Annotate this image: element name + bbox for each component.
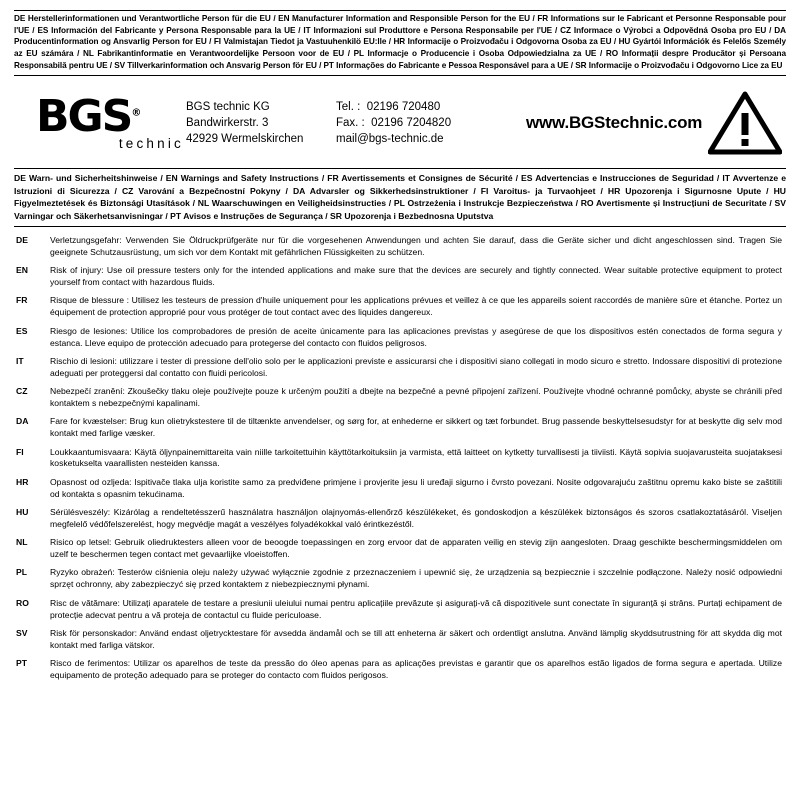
fax-label: Fax. : <box>336 117 365 130</box>
bgs-logo <box>14 90 186 151</box>
list-item <box>14 598 786 622</box>
instruction-text: Risque de blessure : Utilisez les testeurs de pression d'huile uniquement pour les applications prévues et veillez à ce que les appareils soient raccordés de manière sûre et étanche. Portez un équipement de protection approprié pour vous protéger de tout contact avec des liquides dangereux. <box>50 295 782 318</box>
language-code: FI <box>16 446 24 457</box>
company-name: BGS technic KG <box>186 100 270 113</box>
telephone-line <box>336 99 526 115</box>
instruction-text: Opasnost od ozljeda: Ispitivače tlaka ulja koristite samo za predviđene primjene i provjerite jesu li uređaji sigurno i čvrsto povezani. Nosite odgovarajuću zaštitnu opremu kako biste se zaštitili od kontakta s opasnim tekućinama. <box>50 476 782 499</box>
company-city: 42929 Wermelskirchen <box>186 133 304 146</box>
list-item <box>14 567 786 591</box>
instructions-list <box>14 227 786 682</box>
fax-number: 02196 7204820 <box>371 117 452 130</box>
list-item <box>14 265 786 289</box>
company-band <box>14 76 786 168</box>
instruction-text: Rischio di lesioni: utilizzare i tester di pressione dell'olio solo per le applicazioni previste e assicurarsi che i dispositivi siano collegati in modo sicuro e stretto. Indossare dispositivi di protezione adeguati per proteggersi dal contatto con fluidi pericolosi. <box>50 355 782 378</box>
safety-header: DE Warn- und Sicherheitshinweise / EN Warnings and Safety Instructions / FR Avertissements et Consignes de Sécurité / ES Advertencias e Instrucciones de Seguridad / IT Avvertenze e Istruzioni di Sicurezza / CZ Varování a Bezpečnostní Pokyny / DA Advarsler og Sikkerhedsinstruktioner / FI Varoitus- ja Turvaohjeet / HR Upozorenja i Sigurnosne Upute / HU Figyelmeztetések és Biztonsági Utasítások / NL Waarschuwingen en Veiligheidsinstructies / PL Ostrzeżenia i Instrukcje Bezpieczeństwa / RO Avertismente și Instrucțiuni de Securitate / SV Varningar och Säkerhetsanvisningar / PT Avisos e Instruções de Segurança / SR Upozorenja i Bezbednosna Uputstva <box>14 173 786 221</box>
instruction-text: Ryzyko obrażeń: Testerów ciśnienia oleju należy używać wyłącznie zgodnie z przeznaczeniem i upewnić się, że urządzenia są bezpiecznie i szczelnie podłączone. Należy nosić odpowiedni sprzęt ochronny, aby zabezpieczyć się przed kontaktem z niebezpiecznymi płynami. <box>50 567 782 590</box>
language-code: SV <box>16 627 28 638</box>
instruction-text: Verletzungsgefahr: Verwenden Sie Öldruckprüfgeräte nur für die vorgesehenen Anwendungen und achten Sie darauf, dass die Geräte sicher und dicht angeschlossen sind. Tragen Sie geeignete Schutzausrüstung, um sich vor dem Kontakt mit gefährlichen Flüssigkeiten zu schützen. <box>50 235 782 257</box>
instruction-text: Risco de ferimentos: Utilizar os aparelhos de teste da pressão do óleo apenas para as aplicações previstas e garantir que os aparelhos estão ligados de forma segura e apertada. Utilize equipamento de proteção adequado para se proteger do contacto com fluidos perigosos. <box>50 658 782 680</box>
logo-text: BGS <box>36 90 132 142</box>
list-item <box>14 326 786 350</box>
language-code: RO <box>16 597 29 608</box>
telephone-label: Tel. : <box>336 100 361 113</box>
registered-trademark-icon: ® <box>131 107 142 119</box>
language-code: IT <box>16 355 24 366</box>
telephone-number: 02196 720480 <box>366 100 441 113</box>
warning-triangle-icon <box>702 91 796 155</box>
language-code: NL <box>16 537 28 548</box>
language-code: DE <box>16 235 28 246</box>
language-code: HU <box>16 506 29 517</box>
language-code: EN <box>16 265 28 276</box>
language-code: PT <box>16 658 27 669</box>
language-code: DA <box>16 416 29 427</box>
company-contact <box>336 99 526 148</box>
instruction-text: Risc de vătămare: Utilizați aparatele de testare a presiunii uleiului numai pentru aplicațiile prevăzute și asigurați-vă că dispozitivele sunt conectate în siguranță și strâns. Purtați echipament de protecție adecvat pentru a vă proteja de contactul cu fluide periculoase. <box>50 597 782 620</box>
company-street: Bandwirkerstr. 3 <box>186 117 269 130</box>
email-address: mail@bgs-technic.de <box>336 133 444 146</box>
instruction-text: Sérülésveszély: Kizárólag a rendeltetésszerű használatra használjon olajnyomás-ellenőrző készülékeket, és gondoskodjon a készülékek biztonságos és szoros csatlakoztatásáról. Viseljen megfelelő védőfelszerelést, hogy megvédje magát a veszélyes folyadékokkal való érintkezéstől. <box>50 506 782 529</box>
list-item <box>14 295 786 319</box>
list-item <box>14 386 786 410</box>
language-code: FR <box>16 295 28 306</box>
list-item <box>14 416 786 440</box>
instruction-text: Fare for kvæstelser: Brug kun olietrykstestere til de tiltænkte anvendelser, og sørg for, at enhederne er sikkert og tæt forbundet. Brug passende beskyttelsesudstyr for at beskytte dig selv mod kontakt med farlige væsker. <box>50 416 782 439</box>
instruction-text: Risico op letsel: Gebruik oliedruktesters alleen voor de beoogde toepassingen en zorg ervoor dat de apparaten veilig en stevig zijn aangesloten. Draag geschikte beschermingsmiddelen om uzelf te beschermen tegen contact met gevaarlijke vloeistoffen. <box>50 537 782 560</box>
list-item <box>14 235 786 259</box>
logo-wordmark <box>36 90 142 142</box>
fax-line <box>336 115 526 131</box>
list-item <box>14 658 786 682</box>
list-item <box>14 507 786 531</box>
language-code: PL <box>16 567 27 578</box>
list-item <box>14 537 786 561</box>
language-code: CZ <box>16 386 28 397</box>
language-code: ES <box>16 325 28 336</box>
company-address <box>186 99 336 148</box>
instruction-text: Nebezpečí zranění: Zkoušečky tlaku oleje používejte pouze k určeným použití a dbejte na bezpečné a pevné připojení zařízení. Používejte vhodné ochranné pomůcky, abyste se chránili před kontaktem s nebezpečnými kapalinami. <box>50 386 782 408</box>
logo-subtext: technic <box>118 135 184 151</box>
list-item <box>14 356 786 380</box>
list-item <box>14 447 786 471</box>
instruction-text: Riesgo de lesiones: Utilice los comprobadores de presión de aceite únicamente para las aplicaciones previstas y asegúrese de que los dispositivos estén conectados de forma segura y estanca. Lleve equipo de protección adecuado para protegerse del contacto con fluidos peligrosos. <box>50 325 782 348</box>
list-item <box>14 628 786 652</box>
instruction-text: Risk of injury: Use oil pressure testers only for the intended applications and make sure that the devices are securely and tightly connected. Wear suitable protective equipment to protect yourself from contact with hazardous fluids. <box>50 265 782 288</box>
website-url: www.BGStechnic.com <box>526 113 703 133</box>
list-item <box>14 477 786 501</box>
manufacturer-header: DE Herstellerinformationen und Verantwortliche Person für die EU / EN Manufacturer Information and Responsible Person for the EU / FR Informations sur le Fabricant et Personne Responsable pour l'UE / ES Información del Fabricante y Persona Responsable para la UE / IT Informazioni sul Produttore e Persona Responsabile per l'UE / CZ Informace o Výrobci a Odpovědná Osoba pro EU / DA Producentinformation og Ansvarlig Person for EU / FI Valmistajan Tiedot ja Vastuuhenkilö EU:lle / HR Informacije o Proizvođaču i Odgovorna Osoba za EU / HU Gyártói Információk és Felelős Személy az EU számára / NL Fabrikantinformatie en Verantwoordelijke Persoon voor de EU / PL Informacje o Producencie i Osoba Odpowiedzialna za UE / RO Informații despre Producător și Persoana Responsabilă pentru UE / SV Tillverkarinformation och Ansvarig Person för EU / PT Informações do Fabricante e Pessoa Responsável para a UE / SR Informacije o Proizvođaču i Odgovorno Lice za EU <box>14 14 786 70</box>
language-code: HR <box>16 476 29 487</box>
instruction-text: Loukkaantumisvaara: Käytä öljynpainemittareita vain niille tarkoitettuihin käyttötarkoituksiin ja varmista, että laitteet on kytketty turvallisesti ja tiiviisti. Käytä sopivia suojavarusteita suojataksesi kosketukselta vaarallisten nesteiden kanssa. <box>50 446 782 469</box>
instruction-text: Risk för personskador: Använd endast oljetrycktestare för avsedda ändamål och se till att enheterna är säkert och ordentligt anslutna. Använd lämplig skyddsutrustning för att skydda dig mot kontakt med farliga vätskor. <box>50 627 782 650</box>
